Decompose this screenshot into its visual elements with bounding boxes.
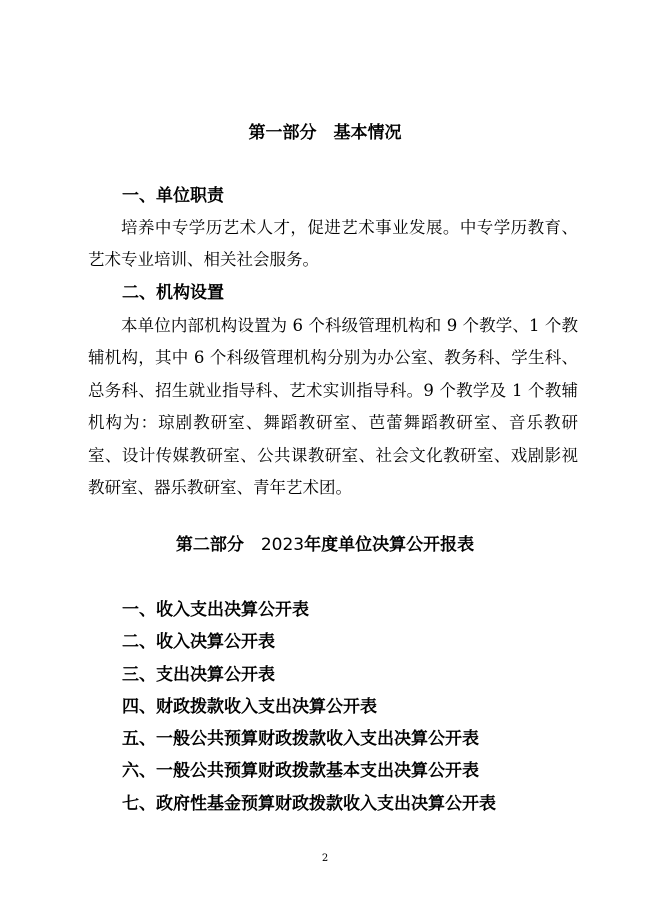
section-body-organization: 本单位内部机构设置为 6 个科级管理机构和 9 个教学、1 个教辅机构，其中 6 个科级管理机构分别为办公室、教务科、学生科、总务科、招生就业指导科、艺术实训指导科。9 个教学及 1 个教辅机构为：琼剧教研室、舞蹈教研室、芭蕾舞蹈教研室、音乐教研室、设计传媒教研室、公共课教研室、社会文化教研室、戏剧影视教研室、器乐教研室、青年艺术团。 bbox=[88, 316, 578, 498]
part-two-title-rest: 年度单位决算公开报表 bbox=[304, 535, 475, 555]
list-item: 五、一般公共预算财政拨款收入支出决算公开表 bbox=[122, 729, 479, 750]
list-item: 四、财政拨款收入支出决算公开表 bbox=[122, 696, 377, 717]
section-heading-organization: 二、机构设置 bbox=[122, 283, 224, 303]
list-item: 二、收入决算公开表 bbox=[122, 632, 275, 653]
part-one-title: 第一部分 基本情况 bbox=[248, 123, 402, 143]
list-item: 三、支出决算公开表 bbox=[122, 664, 275, 685]
section-body-duties: 培养中专学历艺术人才，促进艺术事业发展。中专学历教育、艺术专业培训、相关社会服务。 bbox=[88, 218, 578, 270]
list-item: 六、一般公共预算财政拨款基本支出决算公开表 bbox=[122, 761, 479, 782]
part-two-title-prefix: 第二部分 bbox=[175, 535, 261, 555]
report-table-list bbox=[122, 594, 496, 820]
section-heading-duties: 一、单位职责 bbox=[122, 186, 224, 206]
list-item: 七、政府性基金预算财政拨款收入支出决算公开表 bbox=[122, 793, 496, 814]
part-two-title bbox=[0, 533, 650, 557]
part-two-title-year: 2023 bbox=[260, 535, 305, 555]
page-number: 2 bbox=[321, 853, 329, 864]
list-item: 一、收入支出决算公开表 bbox=[122, 600, 309, 620]
